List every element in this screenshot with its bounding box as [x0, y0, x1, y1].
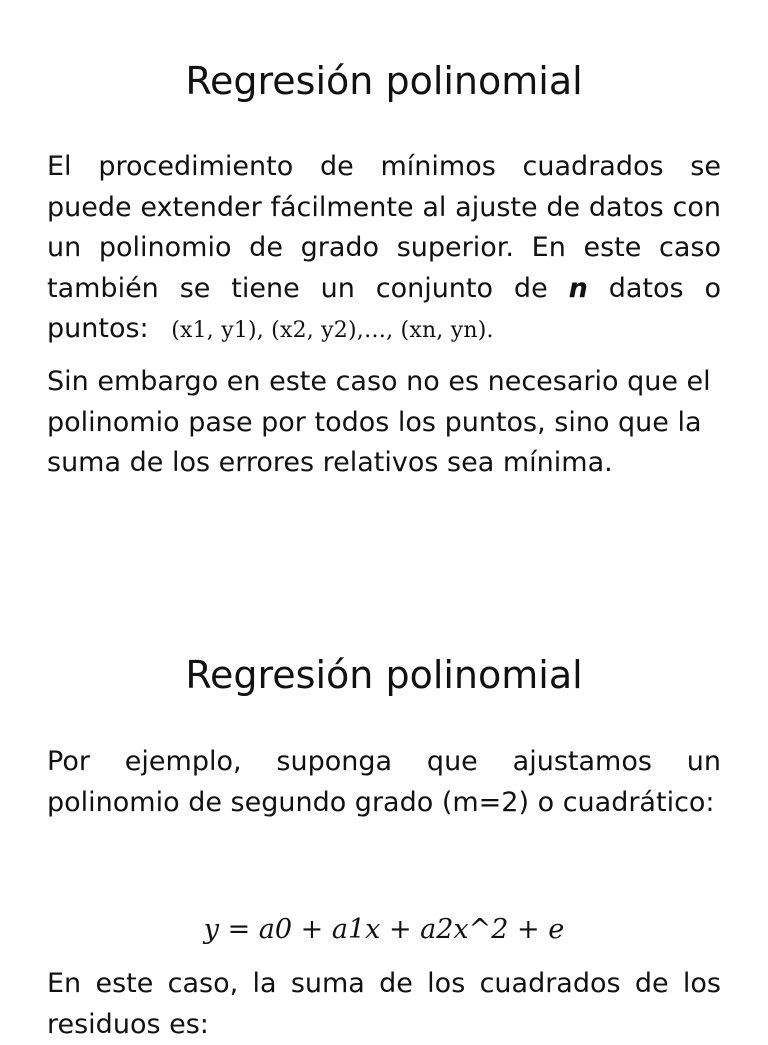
slide-1-paragraph-2: Sin embargo en este caso no es necesario que el polinomio pase por todos los puntos, sino que la suma de los errores relativos sea mínima.: [47, 366, 711, 478]
slide-1-paragraph-1: [47, 147, 721, 352]
slide-2: [0, 600, 768, 1040]
n-variable: n: [568, 272, 588, 304]
quadratic-equation: y = a0 + a1x + a2x^2 + e: [203, 914, 565, 945]
points-formula: (x1, y1), (x2, y2),…, (xn, yn).: [171, 318, 494, 343]
paragraph-1-text-start: El procedimiento de mínimos cuadrados se puede extender fácilmente al ajuste de datos con un polinomio de grado superior. En este caso también se tiene un conjunto de: [47, 151, 721, 304]
paragraph-1-text-end: datos o puntos:: [47, 272, 721, 344]
slide-1-title: Regresión polinomial: [185, 59, 583, 103]
slide-2-paragraph-1: Por ejemplo, suponga que ajustamos un polinomio de segundo grado (m=2) o cuadrático:: [47, 746, 721, 818]
slide-2-title: Regresión polinomial: [185, 653, 583, 697]
slide-2-paragraph-2: En este caso, la suma de los cuadrados de los residuos es:: [47, 968, 721, 1040]
slide-1: [0, 0, 768, 512]
